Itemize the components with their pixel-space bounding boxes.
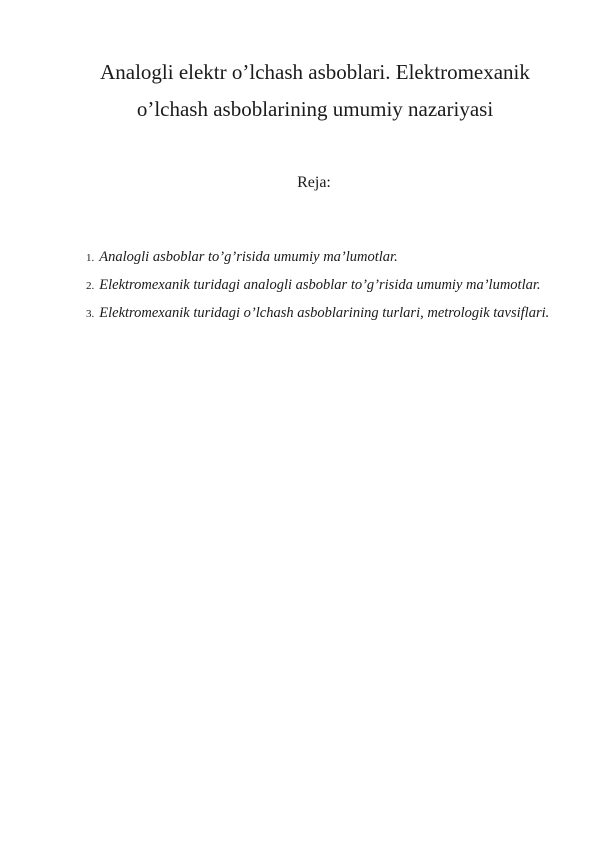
plan-item-text: Analogli asboblar to’g’risida umumiy ma’lumotlar. [99, 249, 398, 265]
plan-item-number: 2. [86, 280, 95, 292]
plan-item [86, 300, 556, 328]
plan-item [86, 244, 556, 272]
plan-list [86, 244, 556, 328]
plan-item [86, 272, 556, 300]
plan-item-text: Elektromexanik turidagi analogli asboblar to’g’risida umumiy ma’lumotlar. [99, 277, 541, 293]
plan-item-number: 3. [86, 308, 95, 320]
plan-item-number: 1. [86, 252, 95, 264]
plan-heading: Reja: [297, 174, 331, 191]
document-title [80, 54, 550, 128]
title-line-2: o’lchash asboblarining umumiy nazariyasi [136, 97, 494, 121]
plan-item-text: Elektromexanik turidagi o’lchash asboblarining turlari, metrologik tavsiflari. [99, 305, 550, 321]
title-line-1: Analogli elektr o’lchash asboblari. Elektromexanik [100, 60, 530, 84]
